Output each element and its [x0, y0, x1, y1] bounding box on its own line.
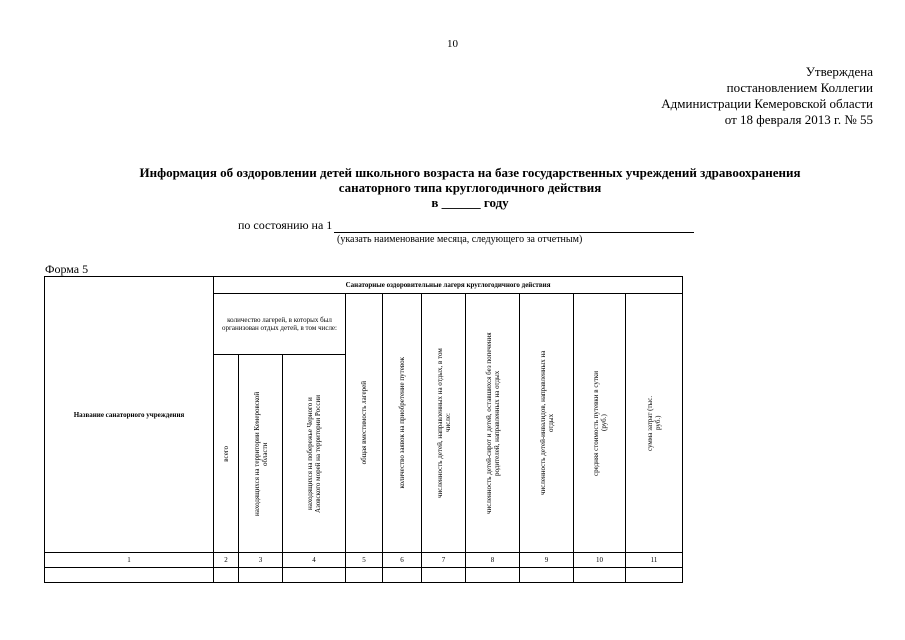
header-total: всего — [214, 355, 239, 553]
table-cell[interactable] — [383, 568, 422, 583]
status-blank-line — [334, 220, 694, 233]
header-camps-count: количество лагерей, в которых был организован отдых детей, в том числе: — [214, 294, 346, 355]
column-number: 11 — [626, 553, 683, 568]
table-cell[interactable] — [520, 568, 574, 583]
table-cell[interactable] — [283, 568, 346, 583]
approval-line-1: Утверждена — [805, 64, 873, 79]
status-hint: (указать наименование месяца, следующего за отчетным) — [337, 234, 583, 245]
header-applications: количество заявок на приобретение путевок — [383, 294, 422, 553]
column-numbers-row — [45, 553, 683, 568]
table-cell[interactable] — [574, 568, 626, 583]
column-number: 8 — [466, 553, 520, 568]
column-number: 9 — [520, 553, 574, 568]
approval-line-3: Администрации Кемеровской области — [661, 96, 873, 111]
table-cell[interactable] — [346, 568, 383, 583]
header-coast: находящихся на побережье Черного и Азовского морей на территории России — [283, 355, 346, 553]
page-number: 10 — [447, 38, 458, 50]
header-orphans: численность детей-сирот и детей, оставшихся без попечения родителей, направленных на отдых — [466, 294, 520, 553]
table-cell[interactable] — [45, 568, 214, 583]
empty-data-row — [45, 568, 683, 583]
approval-block — [661, 64, 873, 128]
column-number: 3 — [239, 553, 283, 568]
header-disabled: численность детей-инвалидов, направленных на отдых — [520, 294, 574, 553]
column-number: 1 — [45, 553, 214, 568]
document-title — [40, 165, 900, 210]
header-capacity: общая вместимость лагерей — [346, 294, 383, 553]
table-cell[interactable] — [422, 568, 466, 583]
approval-line-2: постановлением Коллегии — [726, 80, 873, 95]
header-expenses: сумма затрат (тыс. руб.) — [626, 294, 683, 553]
header-camps-group: Санаторные оздоровительные лагеря круглогодичного действия — [214, 277, 683, 294]
title-line-1: Информация об оздоровлении детей школьного возраста на базе государственных учреждений здравоохранения — [139, 165, 801, 180]
table-cell[interactable] — [214, 568, 239, 583]
column-number: 10 — [574, 553, 626, 568]
table-cell[interactable] — [239, 568, 283, 583]
title-line-2: санаторного типа круглогодичного действия — [338, 180, 602, 195]
status-date-line — [238, 218, 694, 233]
column-number: 7 — [422, 553, 466, 568]
approval-line-4: от 18 февраля 2013 г. № 55 — [724, 112, 873, 127]
column-number: 6 — [383, 553, 422, 568]
status-prefix: по состоянию на 1 — [238, 218, 333, 232]
table-cell[interactable] — [466, 568, 520, 583]
header-avg-cost: средняя стоимость путевки в сутки (руб.) — [574, 294, 626, 553]
report-table — [44, 276, 683, 583]
column-number: 5 — [346, 553, 383, 568]
header-institution-name: Название санаторного учреждения — [45, 277, 214, 553]
column-number: 4 — [283, 553, 346, 568]
header-in-region: находящихся на территории Кемеровской области — [239, 355, 283, 553]
column-number: 2 — [214, 553, 239, 568]
table-cell[interactable] — [626, 568, 683, 583]
header-children-sent: численность детей, направленных на отдых, в том числе: — [422, 294, 466, 553]
form-label: Форма 5 — [45, 262, 89, 276]
title-line-3: в ______ году — [431, 195, 509, 210]
